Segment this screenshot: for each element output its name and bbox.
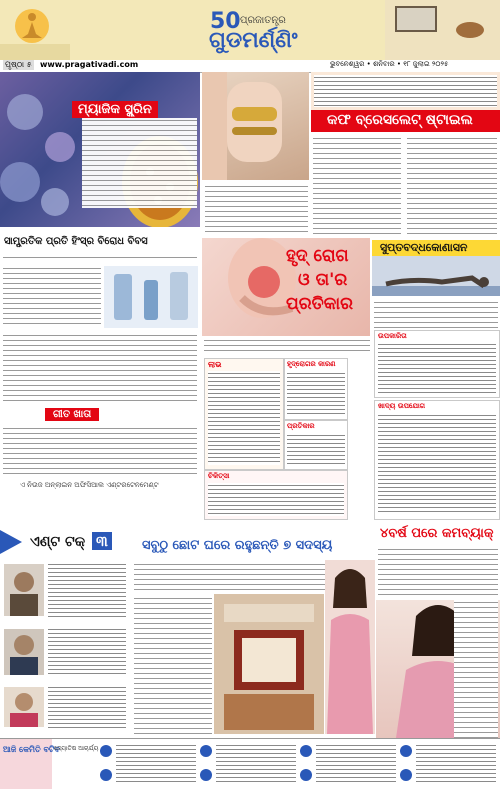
yoga-heading: ସୁପ୍ତବଦ୍ଧକୋଣାସନ <box>372 240 500 256</box>
magic-screen-heading: ମ୍ୟାଜିକ ସ୍କ୍ରିନ <box>72 101 158 118</box>
comeback-intro <box>378 547 498 597</box>
comeback-text <box>454 600 498 738</box>
room-photo <box>214 594 324 734</box>
heart-intro <box>204 338 370 354</box>
entertainment-heading: ଏଣ୍ଟ ଟକ୍ ୩ <box>0 530 130 554</box>
heart-title: ହୃଦ୍ ରୋଗ ଓ ତା'ର ପ୍ରତିକାର <box>286 246 354 314</box>
yoga-intro <box>374 300 498 328</box>
ent-item-2 <box>0 625 128 680</box>
weekly-story-heading: ସାମ୍ପ୍ରତିକ ପ୍ରତି ହିଂସ୍ର ବିରୋଧ ବିବସ <box>4 236 148 247</box>
weekly-story <box>0 233 200 533</box>
date-line: ଭୁବନେଶ୍ୱର • ଶନିବାର • ୧୮ ଜୁଲାଇ ୨୦୨୫ <box>330 60 449 68</box>
heart-benefits-box <box>204 358 284 470</box>
bracelet-illustration <box>202 72 309 180</box>
actress-photo <box>325 560 375 734</box>
sun-meditation-icon <box>0 0 70 60</box>
ent-item-3 <box>0 683 128 733</box>
website-link[interactable]: www.pragativadi.com <box>40 60 139 69</box>
heart-causes-box: ହୃଦ୍‌ରୋଗର କାରଣ <box>284 358 348 420</box>
diet-box: ଖାଦ୍ୟ ଉପଯୋଗ <box>374 400 500 520</box>
yoga-photo <box>372 256 500 296</box>
masthead <box>0 0 500 60</box>
bracelet-intro <box>311 72 500 110</box>
page-title: ଗୁଡମର୍ଣ୍ଣିଂ <box>209 28 298 53</box>
song-heading: ଗୀତ ଖାତା <box>45 408 99 421</box>
ent-item-1 <box>0 560 128 622</box>
desk-photo <box>385 0 500 60</box>
horoscope-title: ଆଜି କେମିତି ବଟିବ <box>0 739 52 789</box>
seven-members-heading: ସବୁଠୁ ଛୋଟ ଘରେ ରହୁଛନ୍ତି ୭ ସଦସ୍ୟ <box>142 538 333 553</box>
bracelet-col2 <box>407 136 497 238</box>
heart-treatment-box: ଚିକିତ୍ସା <box>204 470 348 520</box>
magic-screen-text <box>82 118 197 208</box>
horoscope-author: ଜ୍ୟୋତିଷ ଆଚାର୍ଯ୍ୟ <box>54 745 99 752</box>
sign-off: ଏ ନିଉଜ ଅନ୍‌ଲାଇନ ଅଫିସିଆଲ ଏଣ୍ଟରଟେନମେଣ୍ଟ <box>20 481 159 489</box>
publisher-name: ପ୍ରଜାତନ୍ତ୍ର <box>240 15 286 26</box>
avatar <box>4 564 44 616</box>
seven-members-col1 <box>134 596 212 734</box>
heart-remedy-box: ପ୍ରତିକାର <box>284 420 348 470</box>
bracelet-left-text <box>205 184 308 234</box>
cuff-bracelet-heading: କଫ ବ୍ରେସଲେଟ୍ ଷ୍ଟାଇଲ <box>311 110 500 132</box>
page-number: ପୃଷ୍ଠା ୫ <box>5 60 32 69</box>
bracelet-col1 <box>313 136 401 238</box>
avatar <box>4 687 44 727</box>
yoga-benefits: ଉପକାରିତା <box>374 330 500 398</box>
anniversary-badge: 50 <box>210 9 241 34</box>
diet-column <box>348 358 370 518</box>
comeback-heading: ୪ବର୍ଷ ପରେ କମବ୍ୟାକ୍ <box>376 524 500 544</box>
avatar <box>4 629 44 675</box>
lab-photo <box>104 266 198 328</box>
heart-benefits-heading: ଲାଭ <box>208 360 222 369</box>
horoscope-section <box>0 738 500 789</box>
